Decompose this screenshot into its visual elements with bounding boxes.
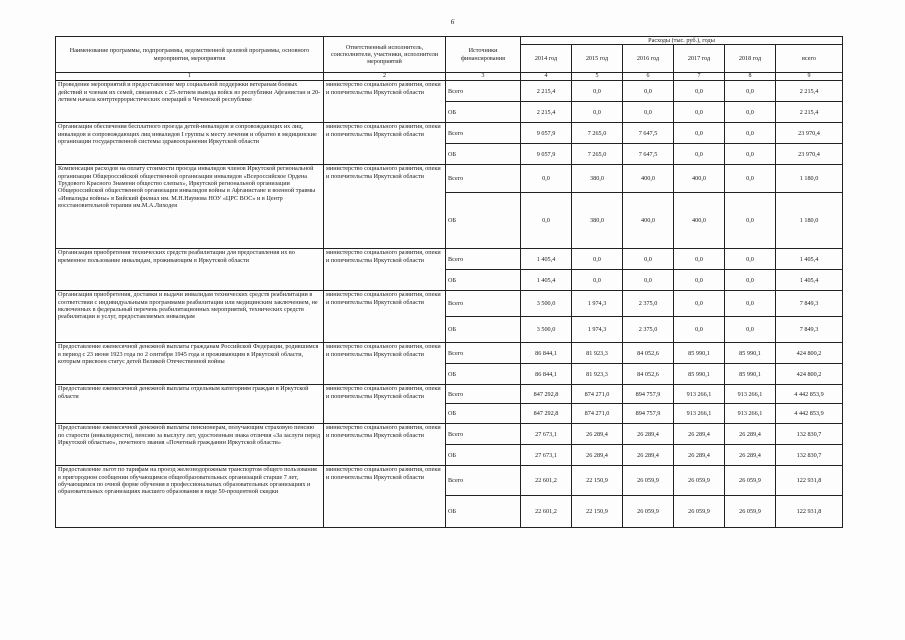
total-value: 424 800,2 xyxy=(776,364,843,385)
header-year: 2016 год xyxy=(623,45,674,73)
total-value: 2 215,4 xyxy=(776,102,843,123)
year-value: 0,0 xyxy=(623,270,674,291)
year-value: 1 405,4 xyxy=(521,270,572,291)
funding-source: ОБ xyxy=(446,102,521,123)
year-value: 913 266,1 xyxy=(674,404,725,424)
year-value: 0,0 xyxy=(674,81,725,102)
column-number: 3 xyxy=(446,73,521,81)
total-value: 7 849,3 xyxy=(776,317,843,343)
total-value: 424 800,2 xyxy=(776,343,843,364)
year-value: 400,0 xyxy=(623,193,674,249)
total-value: 7 849,3 xyxy=(776,291,843,317)
funding-source: Всего xyxy=(446,466,521,496)
year-value: 81 923,3 xyxy=(572,364,623,385)
total-value: 132 830,7 xyxy=(776,424,843,445)
table-row xyxy=(56,249,843,270)
header-name: Наименование программы, подпрограммы, ведомственной целевой программы, основного мероприятия, мероприятия xyxy=(56,37,324,73)
header-responsible: Ответственный исполнитель, соисполнители, участники, исполнители мероприятий xyxy=(324,37,446,73)
total-value: 1 180,0 xyxy=(776,165,843,193)
header-year: 2015 год xyxy=(572,45,623,73)
table-row xyxy=(56,424,843,445)
funding-source: ОБ xyxy=(446,144,521,165)
header-total: всего xyxy=(776,45,843,73)
year-value: 2 215,4 xyxy=(521,81,572,102)
year-value: 0,0 xyxy=(725,165,776,193)
year-value: 0,0 xyxy=(521,193,572,249)
year-value: 0,0 xyxy=(674,123,725,144)
table-row xyxy=(56,343,843,364)
year-value: 26 289,4 xyxy=(674,445,725,466)
funding-source: Всего xyxy=(446,249,521,270)
header-source: Источники финансирования xyxy=(446,37,521,73)
activity-name: Организация приобретения технических средств реабилитации для предоставления их во временное пользование инвалидам, проживающим в Иркутской области xyxy=(56,249,324,291)
year-value: 894 757,9 xyxy=(623,404,674,424)
year-value: 26 289,4 xyxy=(623,424,674,445)
year-value: 9 057,9 xyxy=(521,123,572,144)
year-value: 0,0 xyxy=(725,270,776,291)
table-row xyxy=(56,123,843,144)
responsible-executor: министерство социального развития, опеки и попечительства Иркутской области xyxy=(324,424,446,466)
year-value: 22 150,9 xyxy=(572,496,623,528)
year-value: 0,0 xyxy=(725,123,776,144)
total-value: 23 970,4 xyxy=(776,123,843,144)
year-value: 7 265,0 xyxy=(572,144,623,165)
column-number: 9 xyxy=(776,73,843,81)
year-value: 0,0 xyxy=(725,291,776,317)
table-row xyxy=(56,385,843,404)
year-value: 7 265,0 xyxy=(572,123,623,144)
activity-name: Предоставление ежемесячной денежной выплаты пенсионерам, получающим страховую пенсию по старости (инвалидности), пенсию за выслугу лет, удостоенным знака отличия «За заслуги перед Иркутской областью», почетного звания «Почетный гражданин Иркутской области» xyxy=(56,424,324,466)
responsible-executor: министерство социального развития, опеки и попечительства Иркутской области xyxy=(324,249,446,291)
total-value: 122 931,8 xyxy=(776,496,843,528)
year-value: 0,0 xyxy=(572,249,623,270)
year-value: 84 052,6 xyxy=(623,364,674,385)
page-number: 6 xyxy=(450,17,455,26)
year-value: 2 375,0 xyxy=(623,317,674,343)
funding-source: ОБ xyxy=(446,270,521,291)
year-value: 85 990,1 xyxy=(674,343,725,364)
year-value: 874 271,0 xyxy=(572,385,623,404)
year-value: 26 059,9 xyxy=(725,466,776,496)
funding-source: ОБ xyxy=(446,496,521,528)
year-value: 0,0 xyxy=(725,144,776,165)
year-value: 0,0 xyxy=(623,81,674,102)
year-value: 0,0 xyxy=(674,291,725,317)
year-value: 0,0 xyxy=(725,317,776,343)
header-year: 2014 год xyxy=(521,45,572,73)
activity-name: Предоставление ежемесячной денежной выплаты отдельным категориям граждан в Иркутской области xyxy=(56,385,324,424)
responsible-executor: министерство социального развития, опеки и попечительства Иркутской области xyxy=(324,123,446,165)
column-number: 8 xyxy=(725,73,776,81)
funding-source: ОБ xyxy=(446,193,521,249)
activity-name: Компенсация расходов на оплату стоимости проезда инвалидов членов Иркутской региональной организации Общероссийской общественной организации инвалидов «Всероссийское Ордена Трудового Красного Знамени общество слепых», Иркутской региональной организации Общероссийской общественной организации инвалидов войны в Афганистане и военной травмы «Инвалиды войны» в Бийский филиал им. М.Н.Наумова НОУ «ЦРС ВОС» и в Центр восстановительной терапии им.М.А.Лиходея xyxy=(56,165,324,249)
funding-source: Всего xyxy=(446,343,521,364)
year-value: 847 292,8 xyxy=(521,385,572,404)
year-value: 22 150,9 xyxy=(572,466,623,496)
total-value: 122 931,8 xyxy=(776,466,843,496)
activity-name: Проведение мероприятий и предоставление мер социальной поддержки ветеранам боевых действий и членам их семей, связанных с 25-летием вывода войск из республики Афганистан и 20-летием начала контртеррористических операций в Чеченской республике xyxy=(56,81,324,123)
funding-source: Всего xyxy=(446,123,521,144)
year-value: 0,0 xyxy=(674,317,725,343)
year-value: 9 057,9 xyxy=(521,144,572,165)
activity-name: Предоставление льгот по тарифам на проезд железнодорожным транспортом общего пользования в пригородном сообщении обучающимся общеобразовательных организаций старше 7 лет, обучающимся по очной форме обучения в профессиональных образовательных организациях и образовательных организациях высшего образования в виде 50-процентной скидки xyxy=(56,466,324,528)
year-value: 26 289,4 xyxy=(572,445,623,466)
year-value: 27 673,1 xyxy=(521,424,572,445)
year-value: 0,0 xyxy=(725,102,776,123)
funding-source: ОБ xyxy=(446,364,521,385)
responsible-executor: министерство социального развития, опеки и попечительства Иркутской области xyxy=(324,343,446,385)
year-value: 26 289,4 xyxy=(572,424,623,445)
year-value: 0,0 xyxy=(572,102,623,123)
header-year: 2017 год xyxy=(674,45,725,73)
year-value: 86 844,1 xyxy=(521,343,572,364)
year-value: 847 292,8 xyxy=(521,404,572,424)
year-value: 400,0 xyxy=(674,193,725,249)
year-value: 22 601,2 xyxy=(521,466,572,496)
column-number: 1 xyxy=(56,73,324,81)
year-value: 27 673,1 xyxy=(521,445,572,466)
year-value: 0,0 xyxy=(572,270,623,291)
total-value: 1 405,4 xyxy=(776,249,843,270)
year-value: 81 923,3 xyxy=(572,343,623,364)
year-value: 913 266,1 xyxy=(725,385,776,404)
total-value: 4 442 853,9 xyxy=(776,404,843,424)
column-number: 6 xyxy=(623,73,674,81)
year-value: 26 059,9 xyxy=(674,496,725,528)
program-expenses-table xyxy=(55,36,843,528)
responsible-executor: министерство социального развития, опеки и попечительства Иркутской области xyxy=(324,466,446,528)
year-value: 894 757,9 xyxy=(623,385,674,404)
column-number: 2 xyxy=(324,73,446,81)
year-value: 26 059,9 xyxy=(623,496,674,528)
year-value: 380,0 xyxy=(572,193,623,249)
year-value: 0,0 xyxy=(674,270,725,291)
year-value: 380,0 xyxy=(572,165,623,193)
year-value: 26 059,9 xyxy=(725,496,776,528)
column-number: 4 xyxy=(521,73,572,81)
responsible-executor: министерство социального развития, опеки и попечительства Иркутской области xyxy=(324,385,446,424)
year-value: 0,0 xyxy=(674,144,725,165)
year-value: 0,0 xyxy=(572,81,623,102)
funding-source: ОБ xyxy=(446,404,521,424)
table-body xyxy=(56,81,843,528)
year-value: 85 990,1 xyxy=(674,364,725,385)
funding-source: Всего xyxy=(446,291,521,317)
year-value: 22 601,2 xyxy=(521,496,572,528)
funding-source: Всего xyxy=(446,385,521,404)
year-value: 26 289,4 xyxy=(623,445,674,466)
total-value: 1 180,0 xyxy=(776,193,843,249)
year-value: 0,0 xyxy=(725,81,776,102)
year-value: 2 375,0 xyxy=(623,291,674,317)
year-value: 26 289,4 xyxy=(725,445,776,466)
year-value: 0,0 xyxy=(725,193,776,249)
total-value: 23 970,4 xyxy=(776,144,843,165)
year-value: 0,0 xyxy=(725,249,776,270)
funding-source: ОБ xyxy=(446,445,521,466)
year-value: 7 647,5 xyxy=(623,123,674,144)
total-value: 132 830,7 xyxy=(776,445,843,466)
year-value: 3 500,0 xyxy=(521,317,572,343)
funding-source: Всего xyxy=(446,424,521,445)
table-row xyxy=(56,466,843,496)
responsible-executor: министерство социального развития, опеки и попечительства Иркутской области xyxy=(324,291,446,343)
responsible-executor: министерство социального развития, опеки и попечительства Иркутской области xyxy=(324,165,446,249)
year-value: 26 059,9 xyxy=(623,466,674,496)
year-value: 400,0 xyxy=(623,165,674,193)
year-value: 874 271,0 xyxy=(572,404,623,424)
funding-source: Всего xyxy=(446,81,521,102)
funding-source: ОБ xyxy=(446,317,521,343)
year-value: 26 289,4 xyxy=(725,424,776,445)
header-year: 2018 год xyxy=(725,45,776,73)
year-value: 0,0 xyxy=(674,249,725,270)
year-value: 1 405,4 xyxy=(521,249,572,270)
table-row xyxy=(56,291,843,317)
header-expenses: Расходы (тыс. руб.), годы xyxy=(521,37,843,45)
year-value: 3 500,0 xyxy=(521,291,572,317)
year-value: 913 266,1 xyxy=(725,404,776,424)
activity-name: Организация обеспечения бесплатного проезда детей-инвалидов и сопровождающих их лиц, инвалидов и сопровождающих лиц инвалидов I группы к месту лечения и обратно в медицинские организации государственной системы здравоохранения Иркутской области xyxy=(56,123,324,165)
year-value: 26 059,9 xyxy=(674,466,725,496)
responsible-executor: министерство социального развития, опеки и попечительства Иркутской области xyxy=(324,81,446,123)
year-value: 0,0 xyxy=(623,249,674,270)
total-value: 1 405,4 xyxy=(776,270,843,291)
year-value: 913 266,1 xyxy=(674,385,725,404)
table-row xyxy=(56,165,843,193)
year-value: 0,0 xyxy=(623,102,674,123)
column-number: 7 xyxy=(674,73,725,81)
year-value: 0,0 xyxy=(674,102,725,123)
year-value: 85 990,1 xyxy=(725,364,776,385)
year-value: 84 052,6 xyxy=(623,343,674,364)
year-value: 0,0 xyxy=(521,165,572,193)
year-value: 7 647,5 xyxy=(623,144,674,165)
year-value: 26 289,4 xyxy=(674,424,725,445)
funding-source: Всего xyxy=(446,165,521,193)
year-value: 1 974,3 xyxy=(572,291,623,317)
activity-name: Организация приобретения, доставки и выдачи инвалидам технических средств реабилитации в соответствии с индивидуальными программами реабилитации или медицинским заключением, не включенных в федеральный перечень реабилитационных мероприятий, технических средств реабилитации и услуг, предоставляемых инвалидам xyxy=(56,291,324,343)
total-value: 4 442 853,9 xyxy=(776,385,843,404)
year-value: 1 974,3 xyxy=(572,317,623,343)
table-row xyxy=(56,81,843,102)
year-value: 86 844,1 xyxy=(521,364,572,385)
activity-name: Предоставление ежемесячной денежной выплаты гражданам Российской Федерации, родившимся в период с 23 июня 1923 года по 2 сентября 1945 года и проживающим в Иркутской области, которым присвоен статус детей Великой Отечественной войны xyxy=(56,343,324,385)
total-value: 2 215,4 xyxy=(776,81,843,102)
year-value: 400,0 xyxy=(674,165,725,193)
year-value: 85 990,1 xyxy=(725,343,776,364)
year-value: 2 215,4 xyxy=(521,102,572,123)
column-number: 5 xyxy=(572,73,623,81)
